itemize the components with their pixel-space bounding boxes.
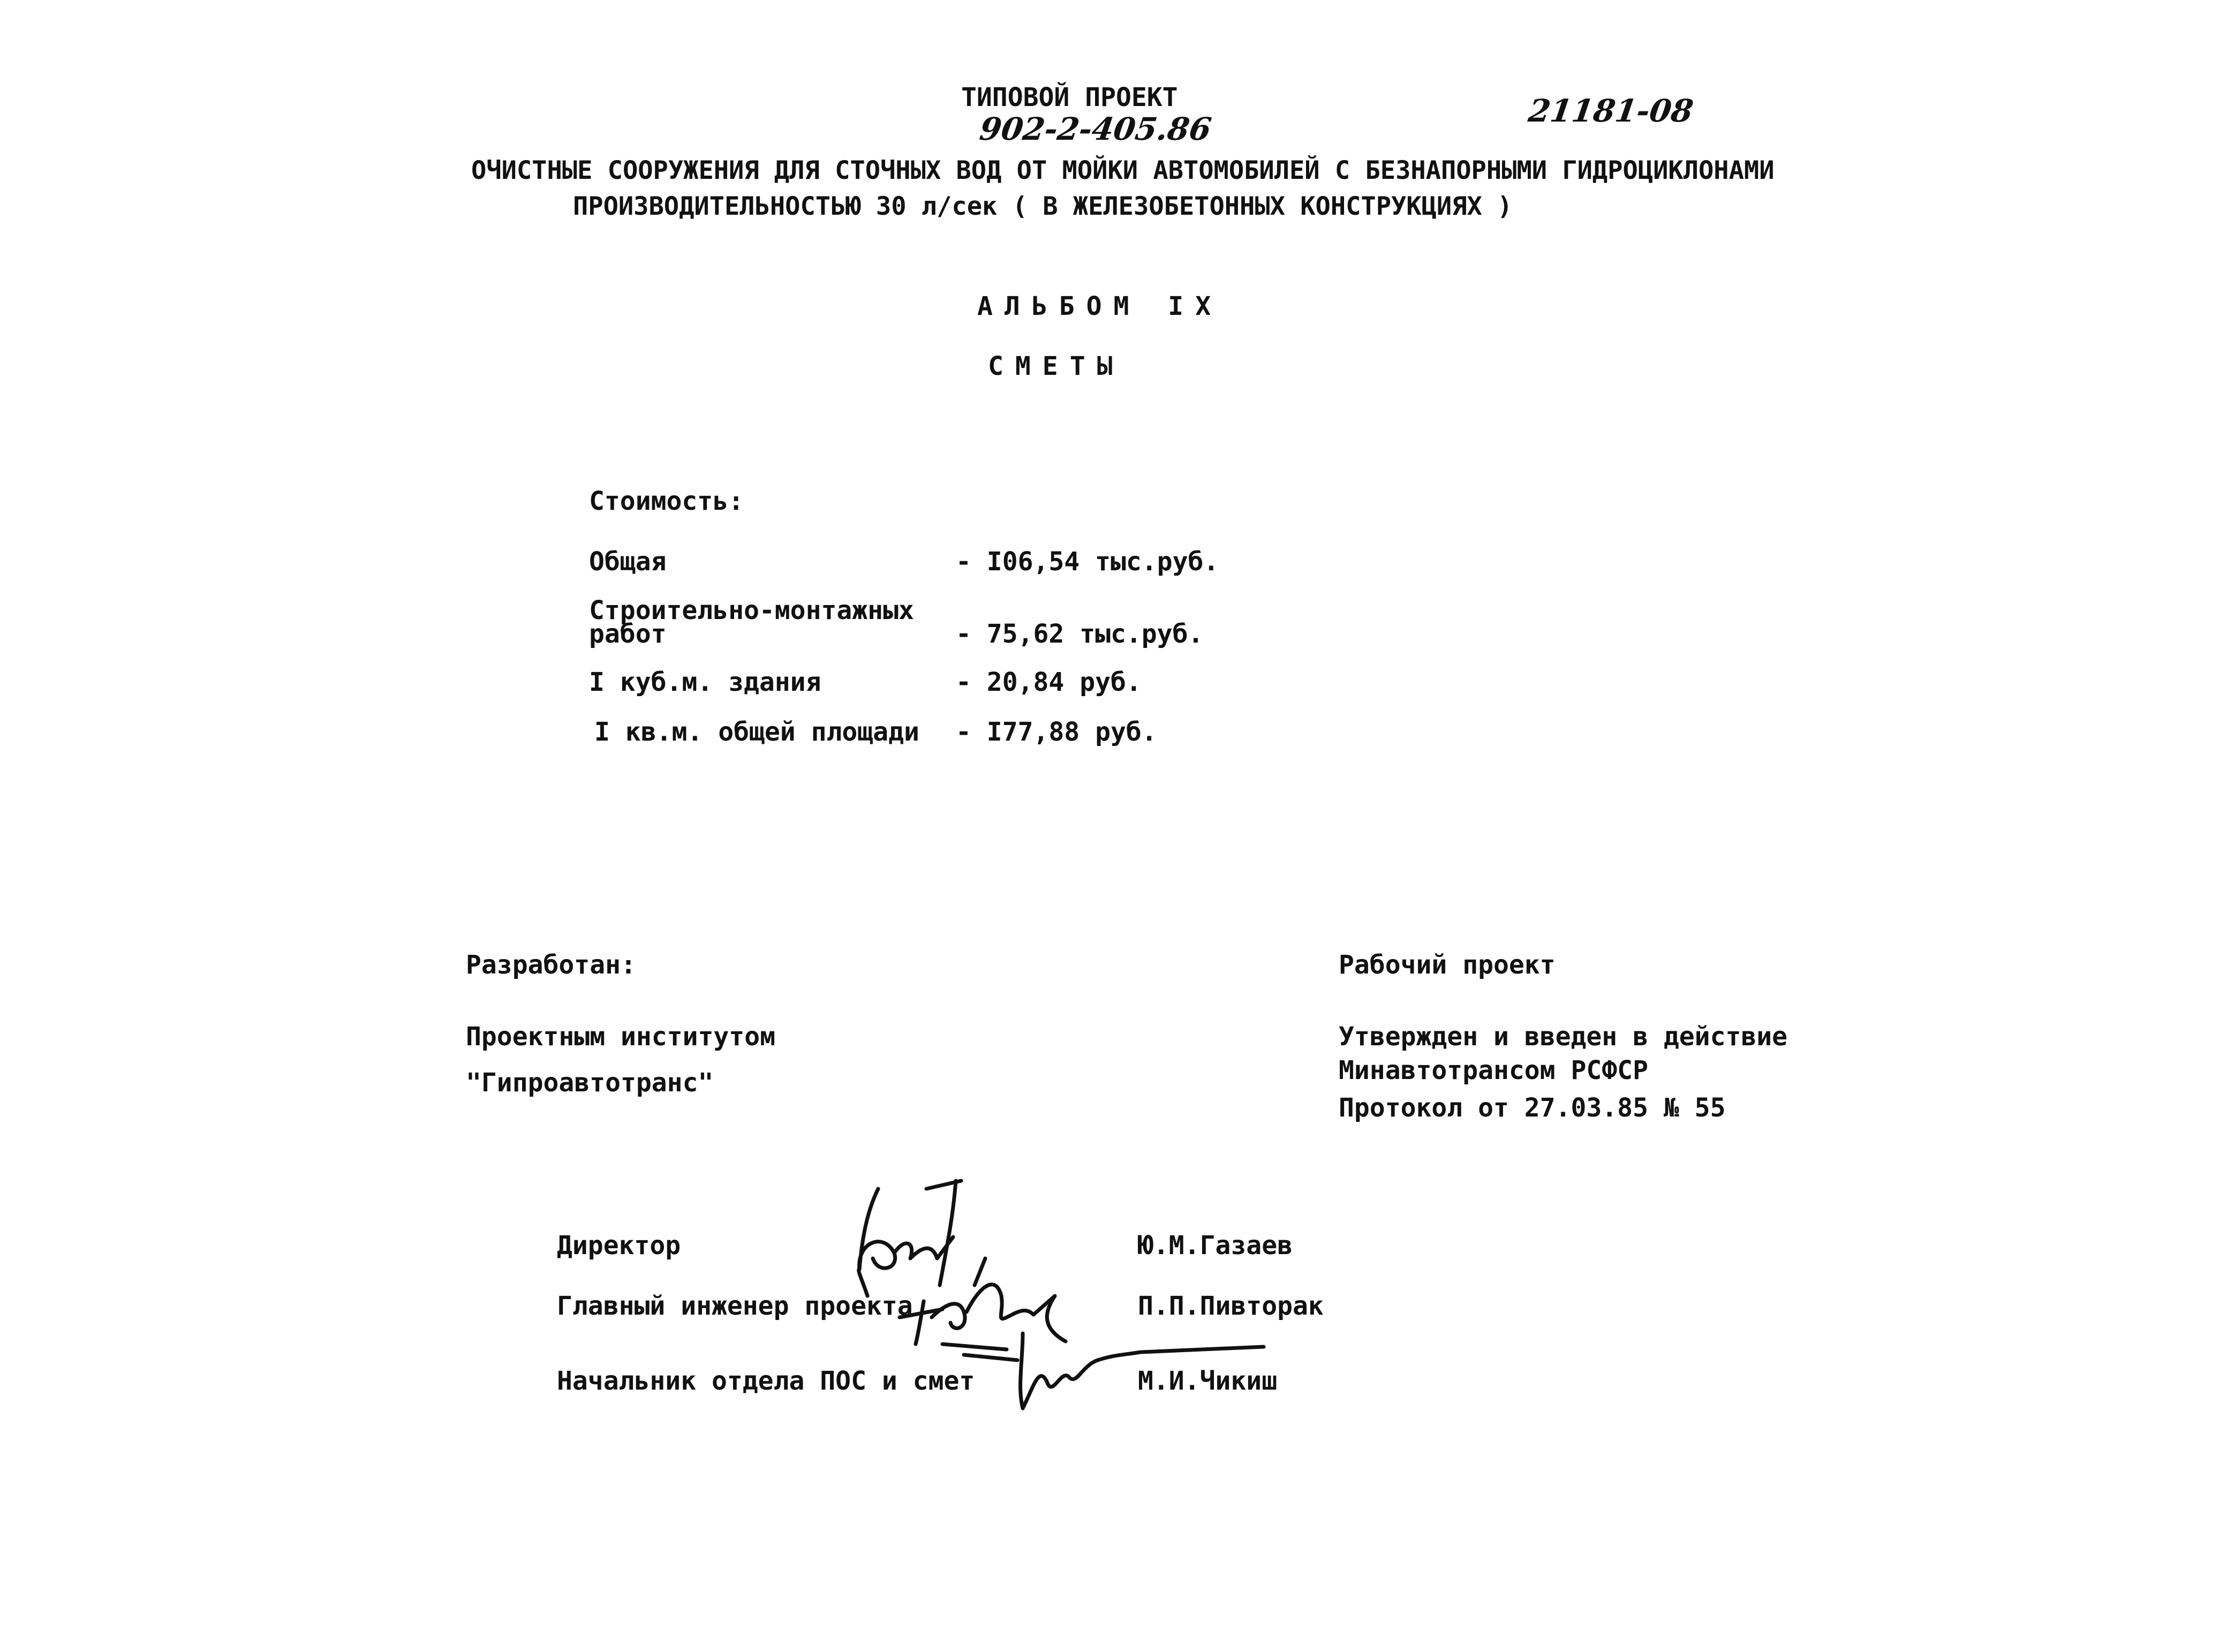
handwritten-code: 21181-08 bbox=[1526, 93, 1696, 129]
album-subtitle: СМЕТЫ bbox=[988, 351, 1124, 381]
developed-organization: "Гипроавтотранс" bbox=[466, 1068, 714, 1098]
signatory-role-director: Директор bbox=[557, 1231, 681, 1261]
cost-per-cubic-meter-value: - 20,84 руб. bbox=[956, 667, 1142, 697]
department-head-signature bbox=[942, 1323, 1274, 1414]
approval-protocol: Протокол от 27.03.85 № 55 bbox=[1339, 1093, 1726, 1123]
cost-total-value: - I06,54 тыс.руб. bbox=[956, 547, 1219, 577]
approval-line-2: Минавтотрансом РСФСР bbox=[1339, 1055, 1648, 1085]
title-line-1: ОЧИСТНЫЕ СООРУЖЕНИЯ ДЛЯ СТОЧНЫХ ВОД ОТ МОЙКИ АВТОМОБИЛЕЙ С БЕЗНАПОРНЫМИ ГИДРОЦИКЛОНАМИ bbox=[471, 156, 1775, 185]
cost-heading: Стоимость: bbox=[589, 486, 744, 516]
developed-institute: Проектным институтом bbox=[466, 1022, 775, 1052]
cost-per-square-meter-label: I кв.м. общей площади bbox=[594, 717, 919, 747]
cost-construction-value: - 75,62 тыс.руб. bbox=[956, 619, 1204, 649]
project-number: 902-2-405.86 bbox=[977, 111, 1214, 147]
signatory-role-department-head: Начальник отдела ПОС и смет bbox=[557, 1366, 975, 1396]
approval-heading: Рабочий проект bbox=[1339, 950, 1556, 980]
cost-construction-label-2: работ bbox=[589, 619, 667, 649]
approval-line-1: Утвержден и введен в действие bbox=[1339, 1022, 1788, 1052]
cost-total-label: Общая bbox=[589, 547, 667, 577]
signatory-name-department-head: М.И.Чикиш bbox=[1138, 1366, 1278, 1396]
signatory-role-chief-engineer: Главный инженер проекта bbox=[557, 1291, 913, 1321]
album-title: АЛЬБОМ IX bbox=[977, 291, 1223, 321]
developed-heading: Разработан: bbox=[466, 950, 636, 980]
signatory-name-chief-engineer: П.П.Пивторак bbox=[1138, 1291, 1324, 1321]
header-label: ТИПОВОЙ ПРОЕКТ bbox=[961, 82, 1178, 112]
title-line-2: ПРОИЗВОДИТЕЛЬНОСТЬЮ 30 л/сек ( В ЖЕЛЕЗОБЕТОННЫХ КОНСТРУКЦИЯХ ) bbox=[573, 192, 1513, 221]
cost-construction-label: Строительно-монтажных bbox=[589, 595, 914, 625]
signatory-name-director: Ю.М.Газаев bbox=[1138, 1231, 1293, 1261]
cost-per-square-meter-value: - I77,88 руб. bbox=[956, 717, 1157, 747]
cost-per-cubic-meter-label: I куб.м. здания bbox=[589, 667, 821, 697]
